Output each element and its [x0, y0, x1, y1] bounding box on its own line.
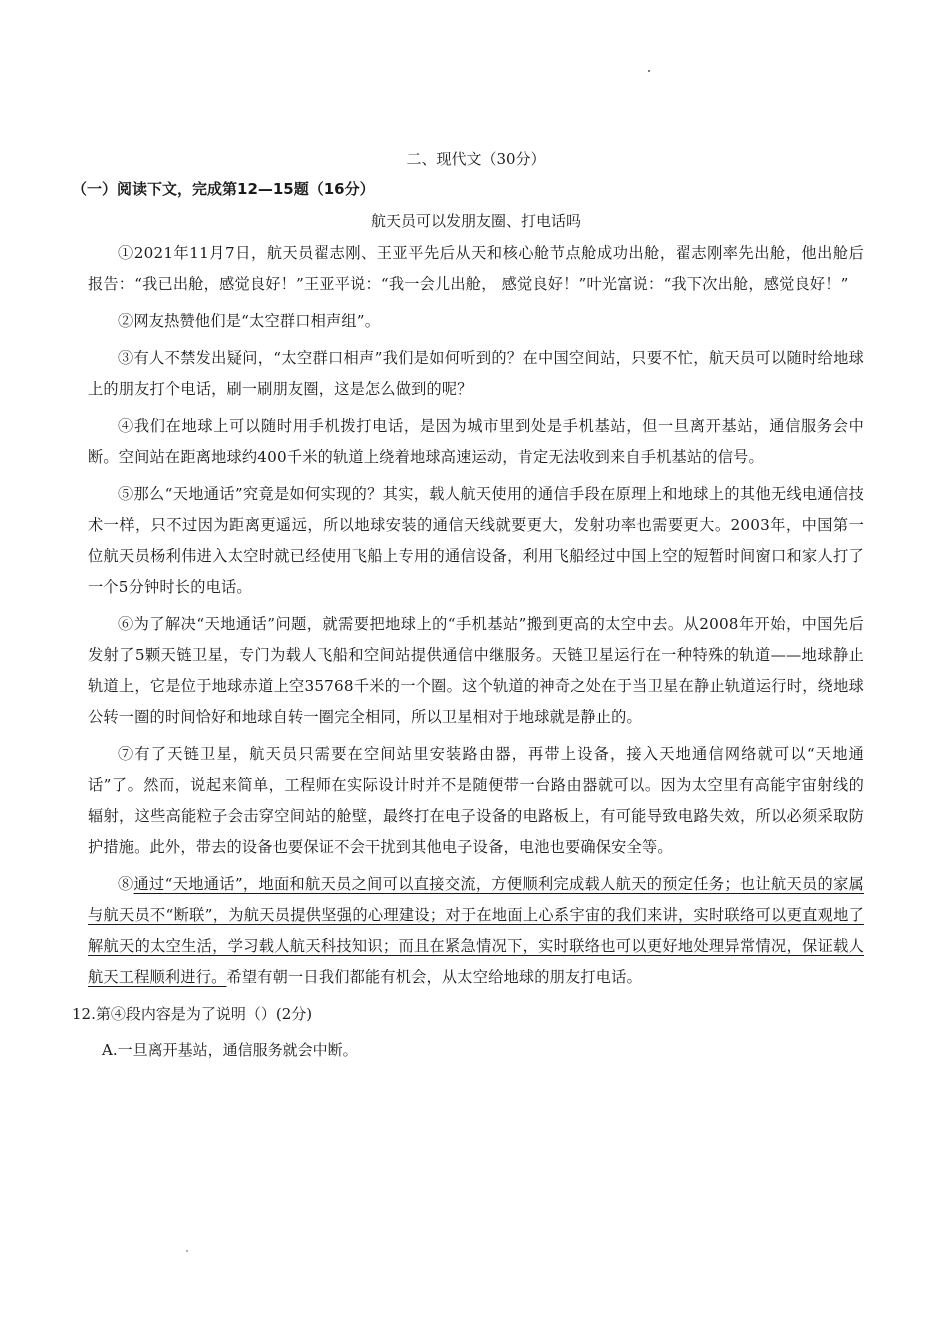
section-title: 二、现代文（30分）	[406, 150, 546, 168]
underlined-passage: 通过“天地通话”，地面和航天员之间可以直接交流，方便顺利完成载人航天的预定任务；也让航天员的家属与航天员不“断联”，为航天员提供坚强的心理建设；对于在地面上心系宇宙的我们来讲，实时联络可以更直观地了解航天的太空生活，学习载人航天科技知识；而且在紧急情况下，实时联络也可以更好地处理异常情况，保证载人航天工程顺利进行。	[88, 875, 864, 986]
paragraph-1: ①2021年11月7日，航天员翟志刚、王亚平先后从天和核心舱节点舱成功出舱，翟志刚率先出舱，他出舱后报告：“我已出舱，感觉良好！”王亚平说：“我一会儿出舱， 感觉良好！”叶光富说：“我下次出舱，感觉良好！”	[88, 244, 864, 293]
question-12: 12.第④段内容是为了说明（）(2分)	[72, 1005, 313, 1023]
paragraph-5: ⑤那么“天地通话”究竟是如何实现的？其实，载人航天使用的通信手段在原理上和地球上的其他无线电通信技术一样，只不过因为距离更遥远，所以地球安装的通信天线就要更大，发射功率也需要更大。2003年，中国第一位航天员杨利伟进入太空时就已经使用飞船上专用的通信设备，利用飞船经过中国上空的短暂时间窗口和家人打了一个5分钟时长的电话。	[88, 485, 864, 596]
paragraph-4: ④我们在地球上可以随时用手机拨打电话，是因为城市里到处是手机基站，但一旦离开基站，通信服务会中断。空间站在距离地球约400千米的轨道上绕着地球高速运动，肯定无法收到来自手机基站的信号。	[88, 417, 864, 466]
paragraph-7: ⑦有了天链卫星，航天员只需要在空间站里安装路由器，再带上设备，接入天地通信网络就可以“天地通话”了。然而，说起来简单，工程师在实际设计时并不是随便带一台路由器就可以。因为太空里有高能宇宙射线的辐射，这些高能粒子会击穿空间站的舱壁，最终打在电子设备的电路板上，有可能导致电路失效，所以必须采取防护措施。此外，带去的设备也要保证不会干扰到其他电子设备，电池也要确保安全等。	[88, 745, 864, 856]
page-mark-bottom	[186, 1250, 188, 1252]
paragraph-8-rest: 希望有朝一日我们都能有机会，从太空给地球的朋友打电话。	[226, 968, 642, 986]
paragraph-8-number: ⑧	[118, 875, 134, 893]
paragraph-2: ②网友热赞他们是“太空群口相声组”。	[118, 312, 381, 330]
article-title: 航天员可以发朋友圈、打电话吗	[370, 212, 581, 230]
paragraph-8	[88, 869, 864, 993]
part-heading: （一）阅读下文，完成第12—15题（16分）	[72, 180, 375, 198]
paragraph-6: ⑥为了解决“天地通话”问题，就需要把地球上的“手机基站”搬到更高的太空中去。从2008年开始，中国先后发射了5颗天链卫星，专门为载人飞船和空间站提供通信中继服务。天链卫星运行在一种特殊的轨道——地球静止轨道上，它是位于地球赤道上空35768千米的一个圈。这个轨道的神奇之处在于当卫星在静止轨道运行时，绕地球公转一圈的时间恰好和地球自转一圈完全相同，所以卫星相对于地球就是静止的。	[88, 615, 864, 726]
paragraph-3: ③有人不禁发出疑问，“太空群口相声”我们是如何听到的？在中国空间站，只要不忙，航天员可以随时给地球上的朋友打个电话，刷一刷朋友圈，这是怎么做到的呢？	[88, 349, 864, 398]
reading-section	[72, 146, 864, 1065]
option-a: A.一旦离开基站，通信服务就会中断。	[102, 1041, 358, 1059]
page-mark	[648, 70, 650, 72]
